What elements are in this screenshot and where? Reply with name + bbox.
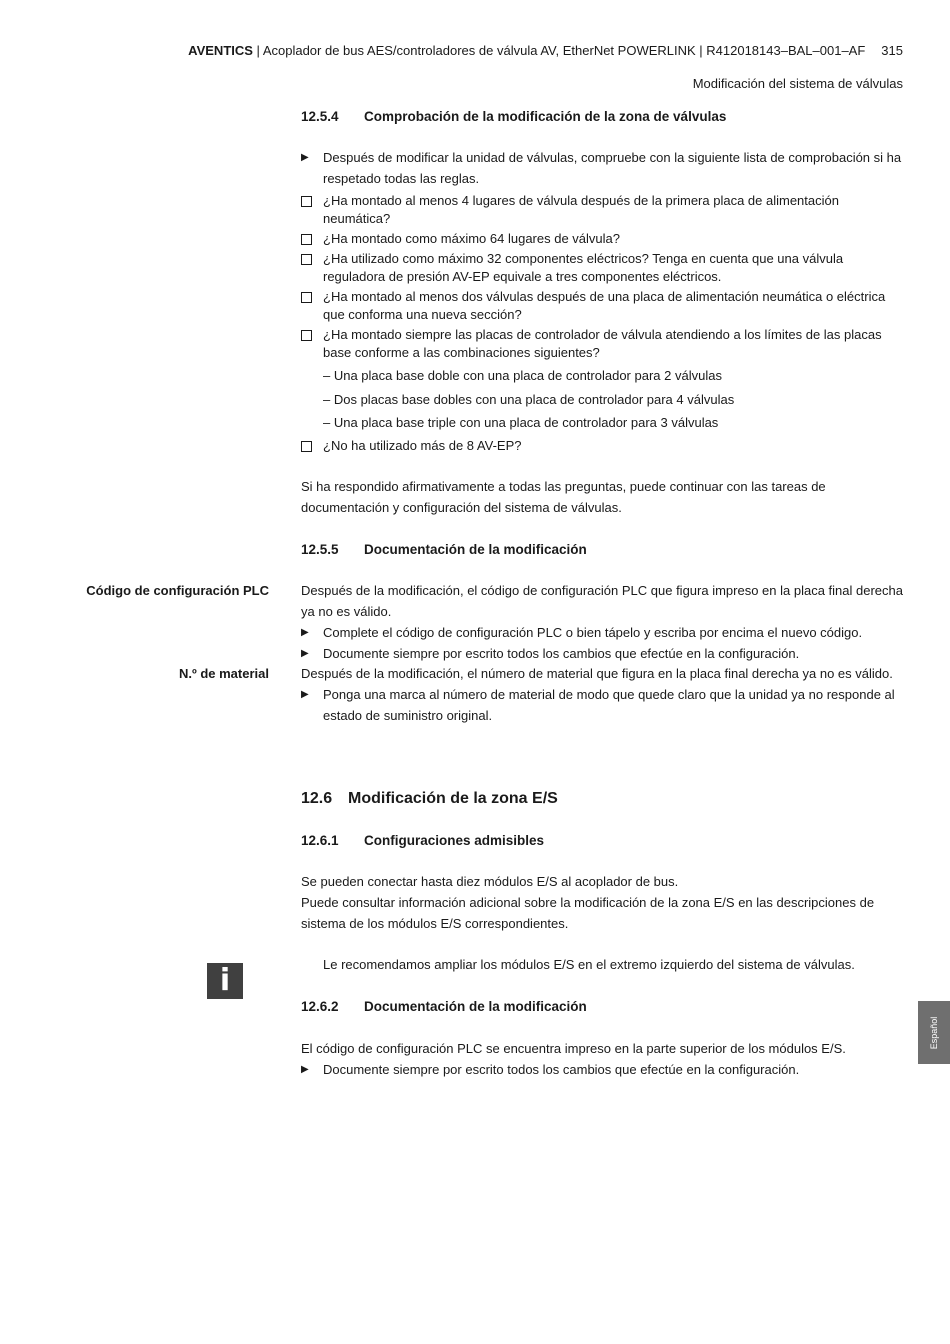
io-documentation-block bbox=[301, 1038, 905, 1080]
io-config-paragraph: Puede consultar información adicional sobre la modificación de la zona E/S en las descripciones de sistema de los módulos E/S correspondientes. bbox=[301, 895, 875, 931]
io-documentation-paragraph: El código de configuración PLC se encuentra impreso en la parte superior de los módulos E/S. bbox=[301, 1041, 846, 1056]
instruction-text: Complete el código de configuración PLC o bien tápelo y escriba por encima el nuevo código. bbox=[323, 625, 863, 640]
running-header bbox=[0, 43, 903, 58]
material-number-text: Después de la modificación, el número de material que figura en la placa final derecha ya no es válido. bbox=[301, 666, 893, 681]
margin-label-plc-code: Código de configuración PLC bbox=[86, 583, 269, 598]
section-12-6-1-heading bbox=[301, 830, 905, 851]
checkbox-icon bbox=[301, 292, 312, 303]
section-title: Configuraciones admisibles bbox=[364, 833, 545, 848]
io-config-paragraph: Se pueden conectar hasta diez módulos E/S al acoplador de bus. bbox=[301, 874, 679, 889]
triangle-bullet-icon: ▶ bbox=[301, 689, 309, 700]
section-title: Documentación de la modificación bbox=[364, 999, 587, 1014]
plc-code-block bbox=[301, 580, 905, 664]
checklist-item bbox=[301, 250, 905, 286]
info-note-text: Le recomendamos ampliar los módulos E/S en el extremo izquierdo del sistema de válvulas. bbox=[323, 957, 855, 972]
instruction-text: Ponga una marca al número de material de modo que quede claro que la unidad ya no responde al estado de suministro original. bbox=[323, 687, 895, 723]
checkbox-icon bbox=[301, 254, 312, 265]
section-title: Modificación de la zona E/S bbox=[348, 790, 558, 807]
instruction-step bbox=[301, 643, 905, 664]
info-icon: i bbox=[207, 963, 243, 999]
instruction-step bbox=[301, 622, 905, 643]
triangle-bullet-icon: ▶ bbox=[301, 627, 309, 638]
brand-name: AVENTICS bbox=[188, 43, 253, 58]
section-12-6-2-heading bbox=[301, 996, 905, 1017]
checklist-item-text: ¿Ha utilizado como máximo 32 componentes eléctricos? Tenga en cuenta que una válvula reguladora de presión AV-EP equivale a tres componentes eléctricos. bbox=[323, 251, 844, 284]
section-title: Comprobación de la modificación de la zona de válvulas bbox=[364, 109, 727, 124]
triangle-bullet-icon: ▶ bbox=[301, 648, 309, 659]
section-number: 12.5.4 bbox=[301, 109, 339, 124]
section-number: 12.6.1 bbox=[301, 833, 339, 848]
checklist-item-text: ¿Ha montado al menos 4 lugares de válvula después de la primera placa de alimentación neumática? bbox=[323, 193, 839, 226]
io-config-block bbox=[301, 871, 905, 934]
triangle-bullet-icon: ▶ bbox=[301, 152, 309, 163]
checklist-item bbox=[301, 326, 905, 362]
combination-item: – Una placa base triple con una placa de controlador para 3 válvulas bbox=[323, 415, 719, 430]
checklist-item-text: ¿Ha montado como máximo 64 lugares de válvula? bbox=[323, 231, 620, 246]
checkbox-icon bbox=[301, 234, 312, 245]
checklist-block bbox=[301, 147, 905, 457]
instruction-text: Documente siempre por escrito todos los cambios que efectúe en la configuración. bbox=[323, 646, 800, 661]
instruction-text: Documente siempre por escrito todos los cambios que efectúe en la configuración. bbox=[323, 1062, 800, 1077]
section-12-5-5-heading bbox=[301, 539, 905, 560]
instruction-text: Después de modificar la unidad de válvulas, compruebe con la siguiente lista de comprobación si ha respetado todas las reglas. bbox=[323, 150, 902, 186]
margin-label-material-number: N.º de material bbox=[178, 666, 269, 681]
checklist-item-text: ¿Ha montado al menos dos válvulas después de una placa de alimentación neumática o eléctrica que conforma una nueva sección? bbox=[323, 289, 886, 322]
material-number-block bbox=[301, 663, 905, 726]
chapter-title: Modificación del sistema de válvulas bbox=[692, 76, 903, 91]
checklist-item bbox=[301, 437, 905, 455]
section-title: Documentación de la modificación bbox=[364, 542, 587, 557]
instruction-step bbox=[301, 147, 905, 189]
section-number: 12.6.2 bbox=[301, 999, 339, 1014]
triangle-bullet-icon: ▶ bbox=[301, 1064, 309, 1075]
conclusion-paragraph: Si ha respondido afirmativamente a todas las preguntas, puede continuar con las tareas de documentación y configuración del sistema de válvulas. bbox=[301, 479, 826, 515]
checkbox-icon bbox=[301, 441, 312, 452]
language-tab bbox=[918, 1001, 950, 1064]
language-tab-label: Español bbox=[929, 1016, 939, 1049]
plc-code-text: Después de la modificación, el código de configuración PLC que figura impreso en la placa final derecha ya no es válido. bbox=[301, 583, 903, 619]
section-12-5-4-heading bbox=[301, 106, 905, 127]
instruction-step bbox=[301, 684, 905, 726]
combination-item: – Una placa base doble con una placa de controlador para 2 válvulas bbox=[323, 368, 722, 383]
section-12-6-heading bbox=[301, 788, 905, 809]
combination-item: – Dos placas base dobles con una placa de controlador para 4 válvulas bbox=[323, 391, 735, 407]
checklist-item bbox=[301, 230, 905, 248]
checklist-item bbox=[301, 192, 905, 228]
checklist-item bbox=[301, 288, 905, 324]
checklist-item-text: ¿No ha utilizado más de 8 AV-EP? bbox=[323, 437, 522, 453]
document-title: | Acoplador de bus AES/controladores de válvula AV, EtherNet POWERLINK | R412018143–BAL–001–AF bbox=[252, 43, 866, 58]
section-number: 12.6 bbox=[301, 790, 333, 807]
instruction-step bbox=[301, 1059, 905, 1080]
section-number: 12.5.5 bbox=[301, 542, 339, 557]
checkbox-icon bbox=[301, 330, 312, 341]
checkbox-icon bbox=[301, 196, 312, 207]
checklist-item-text: ¿Ha montado siempre las placas de controlador de válvula atendiendo a los límites de las placas base conforme a las combinaciones siguientes? bbox=[323, 327, 882, 360]
page-number: 315 bbox=[881, 43, 903, 58]
